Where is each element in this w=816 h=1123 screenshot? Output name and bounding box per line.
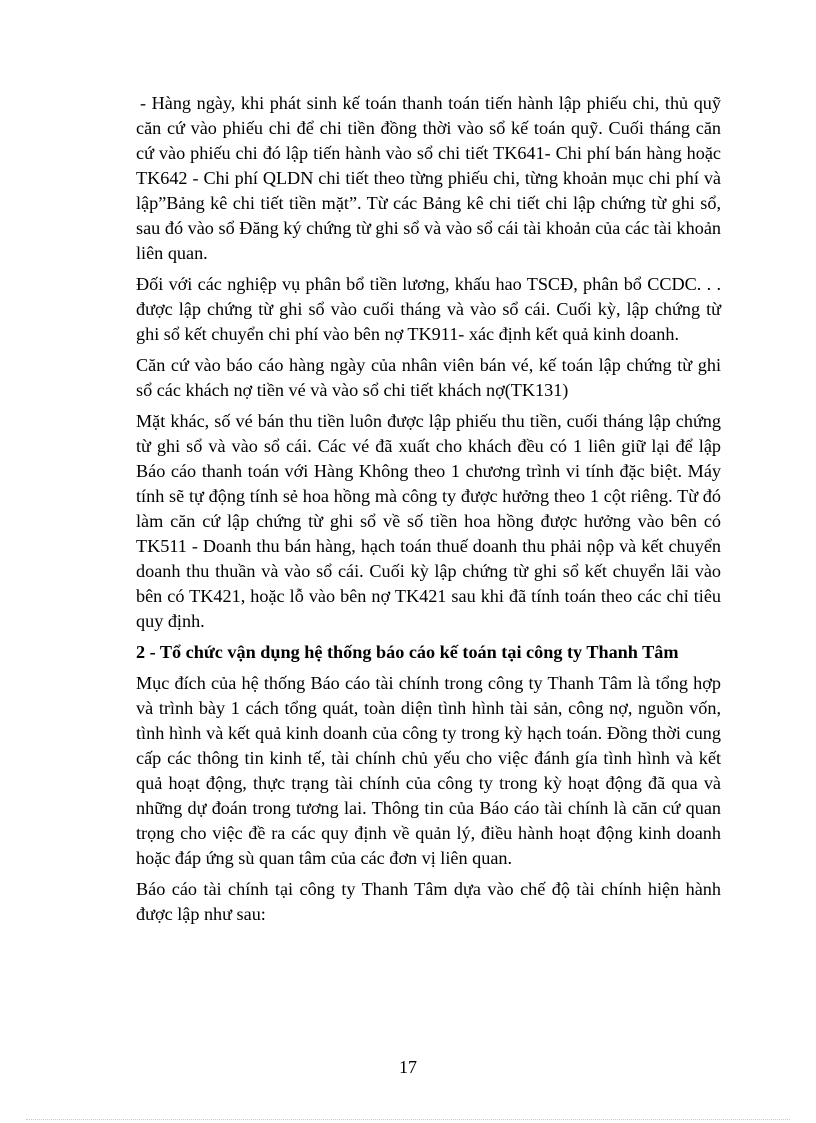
paragraph-daily-expense: - Hàng ngày, khi phát sinh kế toán thanh toán tiến hành lập phiếu chi, thủ quỹ căn cứ vào phiếu chi để chi tiền đồng thời vào sổ kế toán quỹ. Cuối tháng căn cứ vào phiếu chi đó lập tiến hành vào sổ chi tiết TK641- Chi phí bán hàng hoặc TK642 - Chi phí QLDN chi tiết theo từng phiếu chi, từng khoản mục chi phí và lập”Bảng kê chi tiết tiền mặt”. Từ các Bảng kê chi tiết chi lập chứng từ ghi sổ, sau đó vào sổ Đăng ký chứng từ ghi sổ và vào sổ cái tài khoản của các tài khoản liên quan. [136,93,721,263]
page-bottom-divider [26,1119,790,1120]
paragraph-ticket-revenue: Mặt khác, số vé bán thu tiền luôn được lập phiếu thu tiền, cuối tháng lập chứng từ ghi sổ và vào sổ cái. Các vé đã xuất cho khách đều có 1 liên giữ lại để lập Báo cáo thanh toán với Hàng Không theo 1 chương trình vi tính đặc biệt. Máy tính sẽ tự động tính sẻ hoa hồng mà công ty được hưởng theo 1 cột riêng. Từ đó làm căn cứ lập chứng từ ghi sổ về số tiền hoa hồng được hưởng vào bên có TK511 - Doanh thu bán hàng, hạch toán thuế doanh thu phải nộp và kết chuyển doanh thu thuần và vào sổ cái. Cuối kỳ lập chứng từ ghi sổ kết chuyển lãi vào bên có TK421, hoặc lỗ vào bên nợ TK421 sau khi đã tính toán theo các chỉ tiêu quy định. [136,411,721,631]
section-heading: 2 - Tổ chức vận dụng hệ thống báo cáo kế toán tại công ty Thanh Tâm [136,642,679,662]
paragraph-ticket-report: Căn cứ vào báo cáo hàng ngày của nhân viên bán vé, kế toán lập chứng từ ghi sổ các khách nợ tiền vé và vào sổ chi tiết khách nợ(TK131) [136,355,721,400]
page-number: 17 [399,1057,417,1077]
paragraph-report-basis: Báo cáo tài chính tại công ty Thanh Tâm dựa vào chế độ tài chính hiện hành được lập như sau: [136,879,721,924]
document-body [136,91,721,933]
paragraph-allocation: Đối với các nghiệp vụ phân bổ tiền lương, khấu hao TSCĐ, phân bổ CCDC. . . được lập chứng từ ghi sổ vào cuối tháng và vào sổ cái. Cuối kỳ, lập chứng từ ghi sổ kết chuyển chi phí vào bên nợ TK911- xác định kết quả kinh doanh. [136,274,721,344]
paragraph-report-purpose: Mục đích của hệ thống Báo cáo tài chính trong công ty Thanh Tâm là tổng hợp và trình bày 1 cách tổng quát, toàn diện tình hình tài sản, công nợ, nguồn vốn, tình hình và kết quả kinh doanh của công ty trong kỳ hạch toán. Đồng thời cung cấp các thông tin kinh tế, tài chính chủ yếu cho việc đánh gía tình hình và kết quả hoạt động, thực trạng tài chính của công ty trong kỳ hoạt động đã qua và những dự đoán trong tương lai. Thông tin của Báo cáo tài chính là căn cứ quan trọng cho việc đề ra các quy định về quản lý, điều hành hoạt động kinh doanh hoặc đáp ứng sù quan tâm của các đơn vị liên quan. [136,673,721,868]
